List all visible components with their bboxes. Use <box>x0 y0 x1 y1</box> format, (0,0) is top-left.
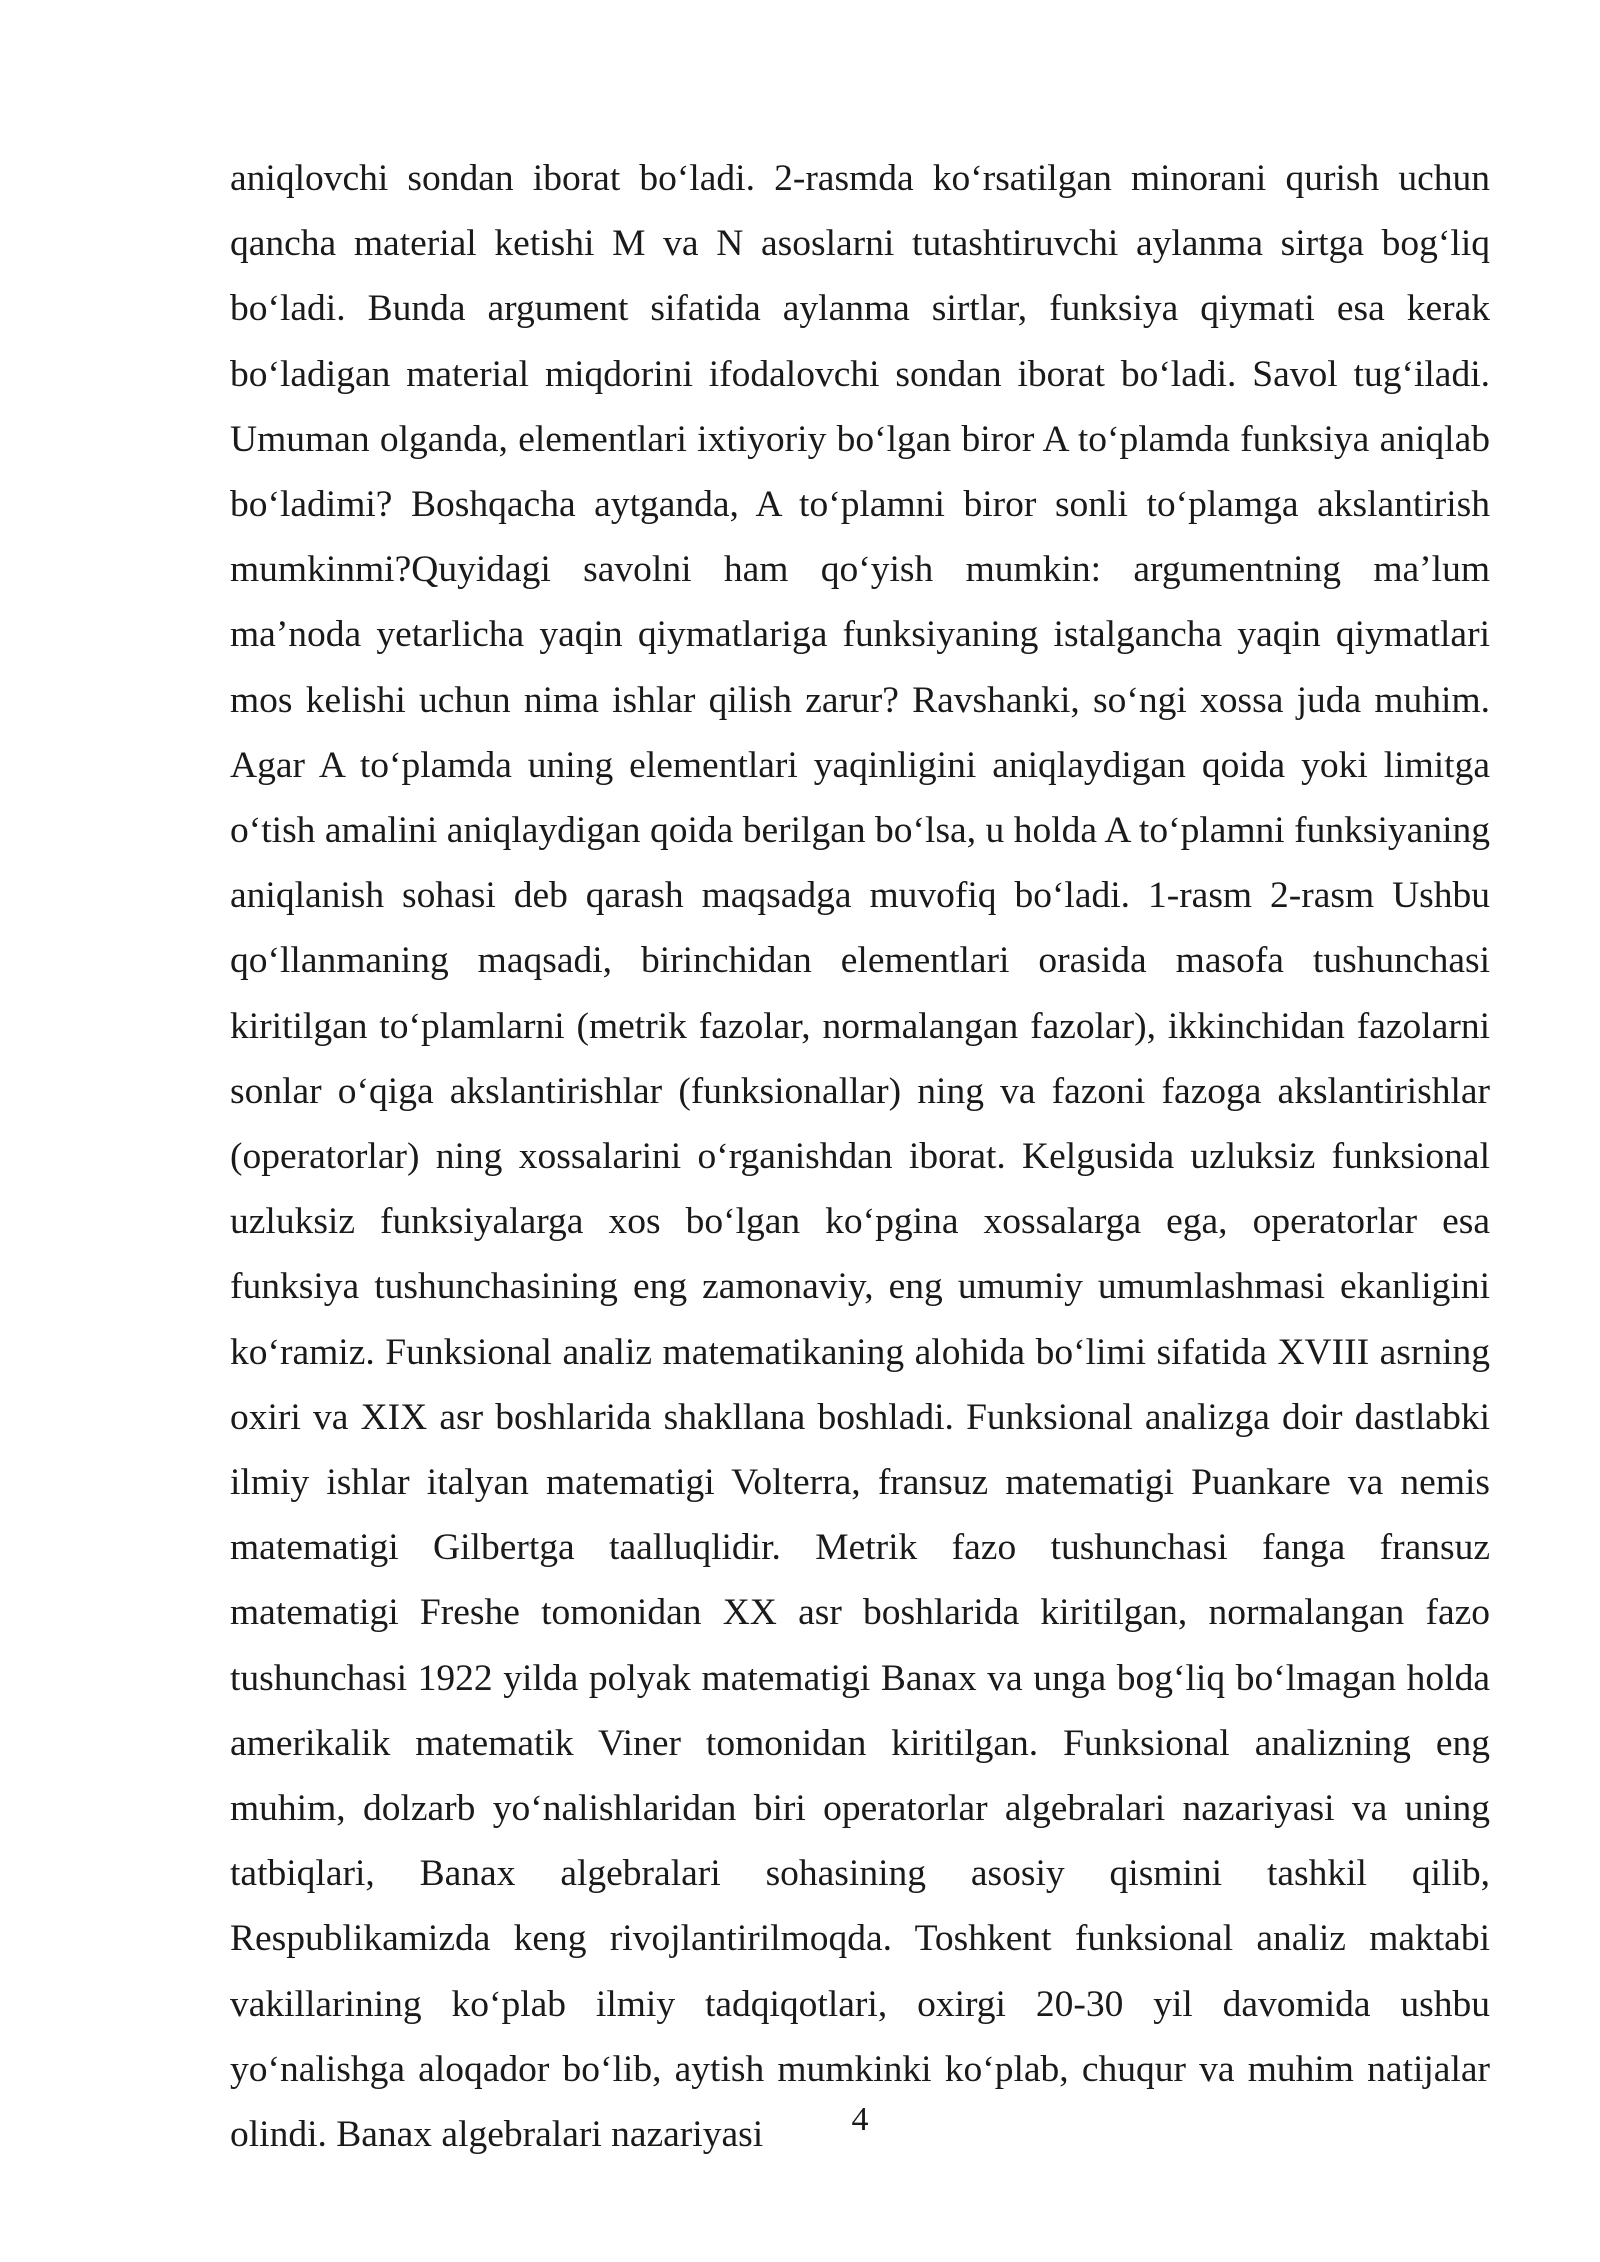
page-number: 4 <box>851 2101 869 2138</box>
body-paragraph: aniqlovchi sondan iborat bo‘ladi. 2-rasmda ko‘rsatilgan minorani qurish uchun qancha material ketishi M va N asoslarni tutashtiruvchi aylanma sirtga bog‘liq bo‘ladi. Bunda argument sifatida aylanma sirtlar, funksiya qiymati esa kerak bo‘ladigan material miqdorini ifodalovchi sondan iborat bo‘ladi. Savol tug‘iladi. Umuman olganda, elementlari ixtiyoriy bo‘lgan biror A to‘plamda funksiya aniqlab bo‘ladimi? Boshqacha aytganda, A to‘plamni biror sonli to‘plamga akslantirish mumkinmi?Quyidagi savolni ham qo‘yish mumkin: argumentning ma’lum ma’noda yetarlicha yaqin qiymatlariga funksiyaning istalgancha yaqin qiymatlari mos kelishi uchun nima ishlar qilish zarur? Ravshanki, so‘ngi xossa juda muhim. Agar A to‘plamda uning elementlari yaqinligini aniqlaydigan qoida yoki limitga o‘tish amalini aniqlaydigan qoida berilgan bo‘lsa, u holda A to‘plamni funksiyaning aniqlanish sohasi deb qarash maqsadga muvofiq bo‘ladi. 1-rasm 2-rasm Ushbu qo‘llanmaning maqsadi, birinchidan elementlari orasida masofa tushunchasi kiritilgan to‘plamlarni (metrik fazolar, normalangan fazolar), ikkinchidan fazolarni sonlar o‘qiga akslantirishlar (funksionallar) ning va fazoni fazoga akslantirishlar (operatorlar) ning xossalarini o‘rganishdan iborat. Kelgusida uzluksiz funksional uzluksiz funksiyalarga xos bo‘lgan ko‘pgina xossalarga ega, operatorlar esa funksiya tushunchasining eng zamonaviy, eng umumiy umumlashmasi ekanligini ko‘ramiz. Funksional analiz matematikaning alohida bo‘limi sifatida XVIII asrning oxiri va XIX asr boshlarida shakllana boshladi. Funksional analizga doir dastlabki ilmiy ishlar italyan matematigi Volterra, fransuz matematigi Puankare va nemis matematigi Gilbertga taalluqlidir. Metrik fazo tushunchasi fanga fransuz matematigi Freshe tomonidan XX asr boshlarida kiritilgan, normalangan fazo tushunchasi 1922 yilda polyak matematigi Banax va unga bog‘liq bo‘lmagan holda amerikalik matematik Viner tomonidan kiritilgan. Funksional analizning eng muhim, dolzarb yo‘nalishlaridan biri operatorlar algebralari nazariyasi va uning tatbiqlari, Banax algebralari sohasining asosiy qismini tashkil qilib, Respublikamizda keng rivojlantirilmoqda. Toshkent funksional analiz maktabi vakillarining ko‘plab ilmiy tadqiqotlari, oxirgi 20-30 yil davomida ushbu yo‘nalishga aloqador bo‘lib, aytish mumkinki ko‘plab, chuqur va muhim natijalar olindi. Banax algebralari nazariyasi <box>230 158 1490 2156</box>
